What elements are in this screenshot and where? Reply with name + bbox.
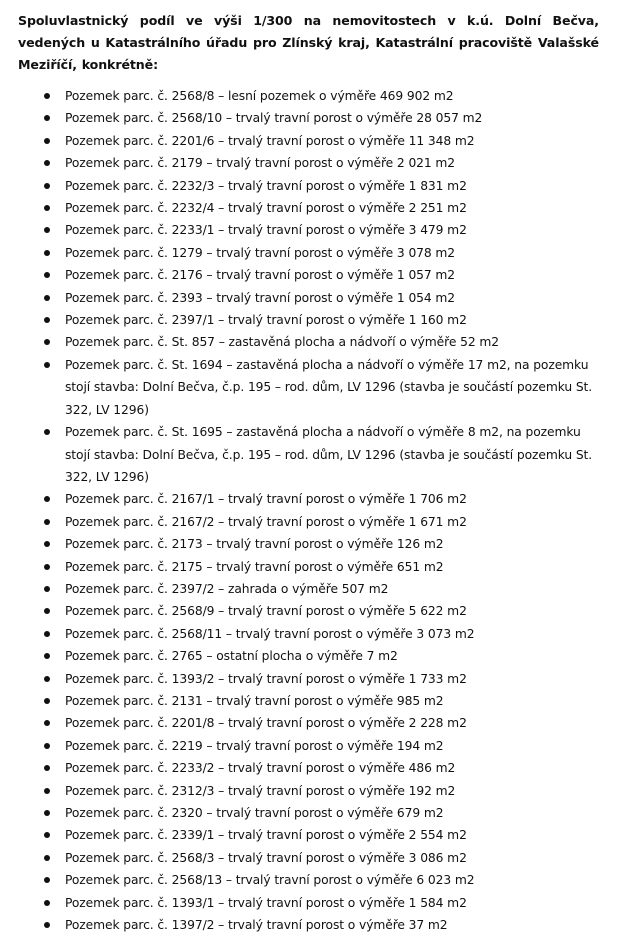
list-item [18,578,599,600]
bullet-icon [44,317,50,323]
bullet-icon [44,564,50,570]
list-item [18,600,599,622]
parcel-text: Pozemek parc. č. 2175 – trvalý travní porost o výměře 651 m2 [65,559,444,574]
bullet-icon [44,653,50,659]
parcel-text: Pozemek parc. č. 1393/1 – trvalý travní porost o výměře 1 584 m2 [65,895,467,910]
bullet-icon [44,205,50,211]
parcel-text: Pozemek parc. č. 1279 – trvalý travní porost o výměře 3 078 m2 [65,245,456,260]
list-item [18,780,599,802]
parcel-text: Pozemek parc. č. 2765 – ostatní plocha o výměře 7 m2 [65,649,398,664]
list-item [18,712,599,734]
list-item [18,309,599,331]
list-item [18,533,599,555]
bullet-icon [44,832,50,838]
bullet-icon [44,93,50,99]
list-item [18,802,599,824]
parcel-text: Pozemek parc. č. 2568/13 – trvalý travní porost o výměře 6 023 m2 [65,873,475,888]
bullet-icon [44,183,50,189]
parcel-text: Pozemek parc. č. 2393 – trvalý travní porost o výměře 1 054 m2 [65,290,456,305]
parcel-text: Pozemek parc. č. 2397/1 – trvalý travní porost o výměře 1 160 m2 [65,313,467,328]
bullet-icon [44,877,50,883]
list-item [18,242,599,264]
parcel-text: Pozemek parc. č. 2219 – trvalý travní porost o výměře 194 m2 [65,738,444,753]
bullet-icon [44,698,50,704]
list-item [18,735,599,757]
list-item [18,869,599,891]
parcel-text: Pozemek parc. č. 2232/4 – trvalý travní porost o výměře 2 251 m2 [65,201,467,216]
parcel-text: Pozemek parc. č. 2397/2 – zahrada o výměře 507 m2 [65,581,389,596]
parcel-text: Pozemek parc. č. 2568/10 – trvalý travní porost o výměře 28 057 m2 [65,111,483,126]
bullet-icon [44,788,50,794]
list-item [18,623,599,645]
parcel-text: Pozemek parc. č. 2233/2 – trvalý travní porost o výměře 486 m2 [65,761,456,776]
parcel-text: Pozemek parc. č. 2232/3 – trvalý travní porost o výměře 1 831 m2 [65,178,467,193]
bullet-icon [44,362,50,368]
bullet-icon [44,720,50,726]
bullet-icon [44,541,50,547]
list-item [18,264,599,286]
list-item [18,757,599,779]
list-item [18,354,599,421]
list-item [18,824,599,846]
list-item [18,219,599,241]
parcel-text: Pozemek parc. č. 2568/11 – trvalý travní porost o výměře 3 073 m2 [65,626,475,641]
list-item [18,556,599,578]
bullet-icon [44,250,50,256]
list-item [18,197,599,219]
parcel-text: Pozemek parc. č. 2179 – trvalý travní porost o výměře 2 021 m2 [65,156,456,171]
list-item [18,488,599,510]
bullet-icon [44,586,50,592]
bullet-icon [44,227,50,233]
parcel-text: Pozemek parc. č. St. 1695 – zastavěná plocha a nádvoří o výměře 8 m2, na pozemku stojí stavba: Dolní Bečva, č.p. 195 – rod. dům, LV 1296 (stavba je součástí pozemku St. 322, LV 1296) [65,425,593,484]
list-item [18,511,599,533]
list-item [18,421,599,488]
bullet-icon [44,138,50,144]
parcel-text: Pozemek parc. č. 2167/2 – trvalý travní porost o výměře 1 671 m2 [65,514,467,529]
list-item [18,914,599,936]
list-item [18,85,599,107]
list-item [18,175,599,197]
list-item [18,892,599,914]
parcel-text: Pozemek parc. č. 2176 – trvalý travní porost o výměře 1 057 m2 [65,268,456,283]
bullet-icon [44,519,50,525]
list-item [18,690,599,712]
parcel-text: Pozemek parc. č. 2201/6 – trvalý travní porost o výměře 11 348 m2 [65,133,475,148]
bullet-icon [44,631,50,637]
parcel-text: Pozemek parc. č. 1393/2 – trvalý travní porost o výměře 1 733 m2 [65,671,467,686]
bullet-icon [44,855,50,861]
parcel-text: Pozemek parc. č. 2131 – trvalý travní porost o výměře 985 m2 [65,693,444,708]
bullet-icon [44,900,50,906]
parcel-text: Pozemek parc. č. 2312/3 – trvalý travní porost o výměře 192 m2 [65,783,456,798]
bullet-icon [44,160,50,166]
parcel-text: Pozemek parc. č. 2568/8 – lesní pozemek o výměře 469 902 m2 [65,89,454,103]
bullet-icon [44,429,50,435]
parcel-text: Pozemek parc. č. 2320 – trvalý travní porost o výměře 679 m2 [65,806,444,820]
list-item [18,130,599,152]
list-item [18,107,599,129]
parcel-text: Pozemek parc. č. 2339/1 – trvalý travní porost o výměře 2 554 m2 [65,828,467,843]
parcel-text: Pozemek parc. č. 2233/1 – trvalý travní porost o výměře 3 479 m2 [65,223,467,238]
bullet-icon [44,608,50,614]
parcel-text: Pozemek parc. č. 2173 – trvalý travní porost o výměře 126 m2 [65,537,444,552]
parcel-text: Pozemek parc. č. St. 1694 – zastavěná plocha a nádvoří o výměře 17 m2, na pozemku stojí stavba: Dolní Bečva, č.p. 195 – rod. dům, LV 1296 (stavba je součástí pozemku St. 322, LV 1296) [65,357,593,417]
parcel-text: Pozemek parc. č. St. 857 – zastavěná plocha a nádvoří o výměře 52 m2 [65,335,499,350]
parcel-text: Pozemek parc. č. 2568/3 – trvalý travní porost o výměře 3 086 m2 [65,850,467,865]
bullet-icon [44,743,50,749]
list-item [18,287,599,309]
bullet-icon [44,339,50,345]
bullet-icon [44,295,50,301]
bullet-icon [44,272,50,278]
bullet-icon [44,922,50,928]
list-item [18,152,599,174]
intro-paragraph: Spoluvlastnický podíl ve výši 1/300 na nemovitostech v k.ú. Dolní Bečva, vedených u Katastrálního úřadu pro Zlínský kraj, Katastrální pracoviště Valašské Meziříčí, konkrétně: [18,13,599,72]
list-item [18,668,599,690]
list-item [18,645,599,667]
list-item [18,847,599,869]
list-item [18,331,599,353]
parcel-text: Pozemek parc. č. 1397/2 – trvalý travní porost o výměře 37 m2 [65,918,448,933]
bullet-icon [44,115,50,121]
bullet-icon [44,496,50,502]
parcel-text: Pozemek parc. č. 2201/8 – trvalý travní porost o výměře 2 228 m2 [65,716,467,731]
bullet-icon [44,810,50,816]
bullet-icon [44,765,50,771]
parcel-text: Pozemek parc. č. 2167/1 – trvalý travní porost o výměře 1 706 m2 [65,492,467,507]
bullet-icon [44,676,50,682]
parcel-list [18,85,599,936]
parcel-text: Pozemek parc. č. 2568/9 – trvalý travní porost o výměře 5 622 m2 [65,604,467,619]
